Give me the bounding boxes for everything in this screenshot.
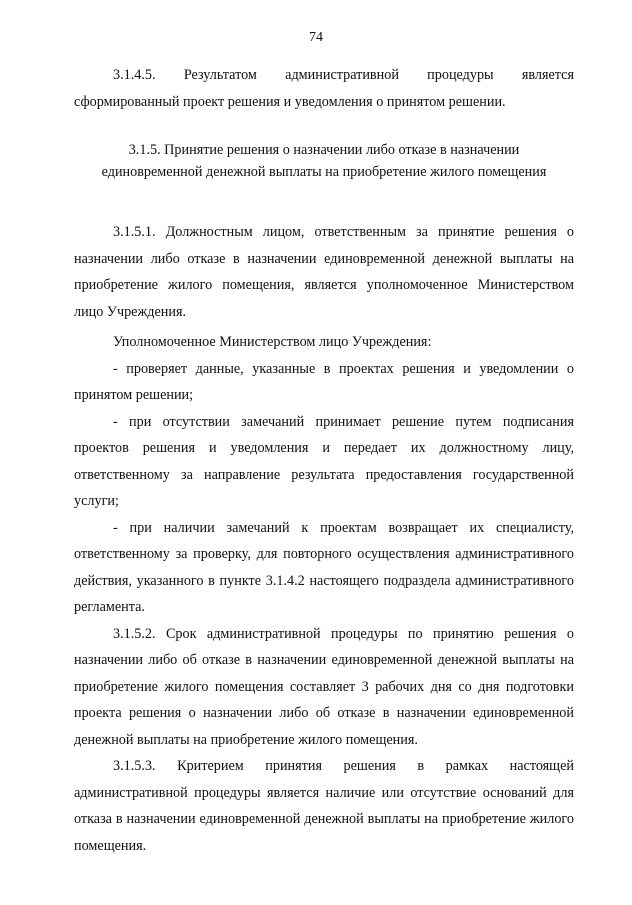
page-number: 74 bbox=[309, 30, 323, 45]
list-item-with-remarks: - при наличии замечаний к проектам возвращает их специалисту, ответственному за проверку, для повторного осуществления административного действия, указанного в пункте 3.1.4.2 настоящего подраздела административного регламента. bbox=[74, 519, 574, 615]
paragraph-3-1-5-2: 3.1.5.2. Срок административной процедуры по принятию решения о назначении либо об отказе в назначении единовременной денежной выплаты на приобретение жилого помещения составляет 3 рабочих дня со дня подготовки проекта решения о назначении либо об отказе в назначении единовременной денежной выплаты на приобретение жилого помещения. bbox=[74, 625, 574, 748]
list-item-no-remarks: - при отсутствии замечаний принимает решение путем подписания проектов решения и уведомления и передает их должностному лицу, ответственному за направление результата предоставления государственной услуги; bbox=[74, 413, 574, 509]
paragraph-authorized-person: Уполномоченное Министерством лицо Учреждения: bbox=[113, 334, 432, 350]
document-body bbox=[74, 62, 574, 859]
section-heading-3-1-5: 3.1.5. Принятие решения о назначении либо отказе в назначении единовременной денежной выплаты на приобретение жилого помещения bbox=[101, 142, 547, 180]
paragraph-3-1-5-3: 3.1.5.3. Критерием принятия решения в рамках настоящей административной процедуры является наличие или отсутствие оснований для отказа в назначении единовременной денежной выплаты на приобретение жилого помещения. bbox=[74, 758, 574, 854]
list-item-verify: - проверяет данные, указанные в проектах решения и уведомлении о принятом решении; bbox=[74, 360, 574, 403]
paragraph-3-1-5-1: 3.1.5.1. Должностным лицом, ответственным за принятие решения о назначении либо отказе в назначении единовременной денежной выплаты на приобретение жилого помещения, является уполномоченное Министерством лицо Учреждения. bbox=[74, 224, 574, 320]
paragraph-3-1-4-5: 3.1.4.5. Результатом административной процедуры является сформированный проект решения и уведомления о принятом решении. bbox=[74, 67, 574, 110]
